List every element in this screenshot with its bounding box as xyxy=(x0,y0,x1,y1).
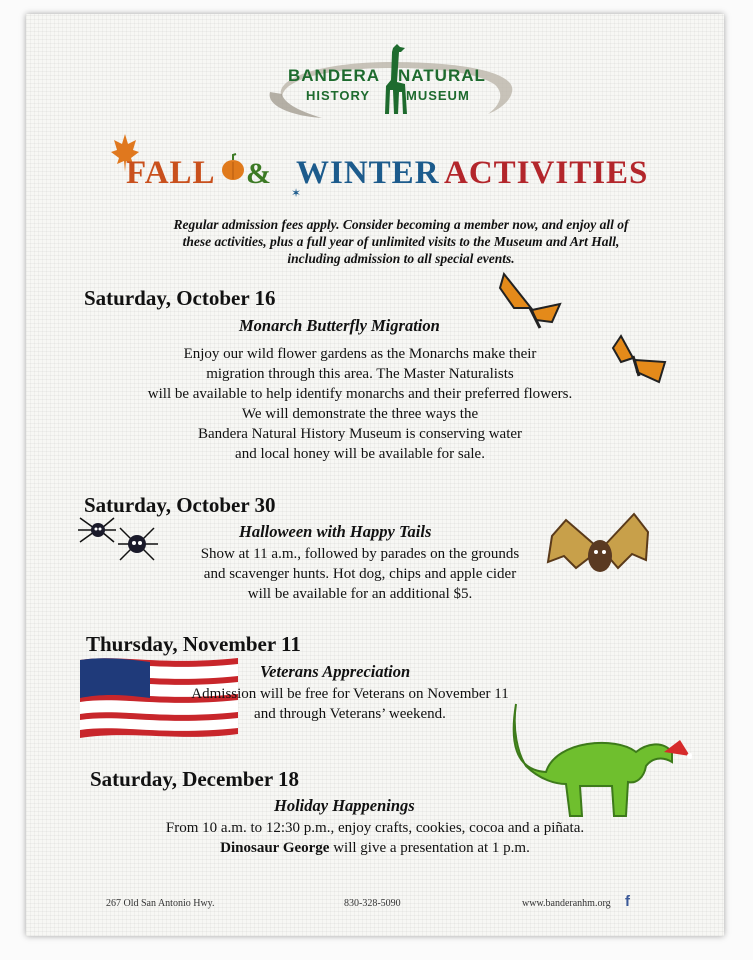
butterfly-icon xyxy=(611,332,669,386)
event-date: Thursday, November 11 xyxy=(86,632,301,656)
logo-word-history: HISTORY xyxy=(306,88,371,103)
description-line xyxy=(90,838,660,858)
flyer-page xyxy=(26,14,724,936)
logo-word-museum: MUSEUM xyxy=(406,88,470,103)
event-title: Holiday Happenings xyxy=(274,796,415,815)
event-date: Saturday, October 30 xyxy=(84,493,276,517)
description-line: Bandera Natural History Museum is conserving water xyxy=(197,426,523,442)
event-title: Veterans Appreciation xyxy=(260,662,411,681)
footer-address: 267 Old San Antonio Hwy. xyxy=(106,898,215,909)
description-line: Enjoy our wild flower gardens as the Monarchs make their xyxy=(183,346,537,362)
dinosaur-icon xyxy=(496,700,692,822)
intro-line: these activities, plus a full year of unlimited visits to the Museum and Art Hall, xyxy=(182,234,620,249)
heading-activities: ACTIVITIES xyxy=(444,155,649,191)
description-line: and through Veterans’ weekend. xyxy=(254,706,446,722)
spider-icon xyxy=(76,512,160,568)
event-description xyxy=(100,344,620,464)
event-description xyxy=(90,818,660,858)
description-line: and scavenger hunts. Hot dog, chips and apple cider xyxy=(203,566,517,582)
footer-website[interactable]: www.banderanhm.org xyxy=(522,898,611,909)
description-line: We will demonstrate the three ways the xyxy=(241,406,479,422)
event-description xyxy=(160,544,560,604)
presenter-name: Dinosaur George xyxy=(220,840,330,856)
event-date: Saturday, December 18 xyxy=(90,767,300,791)
intro-line: Regular admission fees apply. Consider becoming a member now, and enjoy all of xyxy=(173,217,629,232)
event-description xyxy=(160,684,540,724)
intro-line: including admission to all special events. xyxy=(287,251,515,266)
description-line: From 10 a.m. to 12:30 p.m., enjoy crafts, cookies, cocoa and a piñata. xyxy=(165,820,585,836)
logo-word-bandera: BANDERA xyxy=(288,66,380,85)
heading-winter: WINTER xyxy=(296,155,440,191)
snowflake-icon: ✶ xyxy=(291,186,302,200)
presentation-text: will give a presentation at 1 p.m. xyxy=(329,840,530,856)
logo-word-natural: NATURAL xyxy=(398,66,486,85)
description-line: will be available to help identify monarchs and their preferred flowers. xyxy=(147,386,573,402)
event-date: Saturday, October 16 xyxy=(84,286,276,310)
heading-ampersand: & xyxy=(246,157,272,190)
bat-icon xyxy=(546,506,652,588)
pumpkin-icon xyxy=(220,152,246,182)
facebook-icon[interactable]: f xyxy=(625,893,630,910)
intro-text xyxy=(136,216,666,267)
description-line: will be available for an additional $5. xyxy=(247,586,473,602)
heading-fall: FALL xyxy=(126,155,216,191)
footer-phone: 830-328-5090 xyxy=(344,898,401,909)
description-line: and local honey will be available for sale. xyxy=(235,446,485,462)
description-line: Admission will be free for Veterans on November 11 xyxy=(191,686,509,702)
description-line: migration through this area. The Master Naturalists xyxy=(206,366,514,382)
event-title: Halloween with Happy Tails xyxy=(239,522,432,541)
description-line: Show at 11 a.m., followed by parades on the grounds xyxy=(200,546,520,562)
butterfly-icon xyxy=(496,268,566,338)
event-title: Monarch Butterfly Migration xyxy=(239,316,440,335)
